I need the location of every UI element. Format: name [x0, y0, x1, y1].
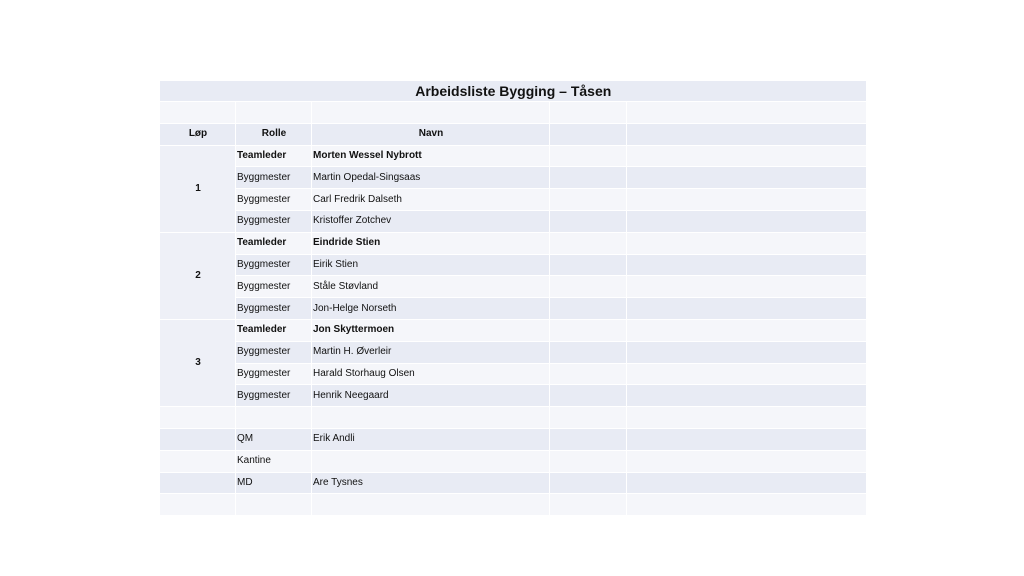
rolle-cell: Byggmester: [236, 276, 312, 298]
rolle-cell: Byggmester: [236, 210, 312, 232]
table-row: [160, 189, 866, 211]
table-row: [160, 363, 866, 385]
navn-cell: Martin Opedal-Singsaas: [312, 167, 550, 189]
navn-cell: Eindride Stien: [312, 232, 550, 254]
header-lop: Løp: [160, 123, 236, 145]
rolle-cell: QM: [236, 428, 312, 450]
rolle-cell: Byggmester: [236, 167, 312, 189]
blank-row: [160, 494, 866, 515]
rolle-cell: Byggmester: [236, 298, 312, 320]
lop-number: 3: [160, 319, 236, 406]
header-row: [160, 123, 866, 145]
table-row: [160, 232, 866, 254]
rolle-cell: Teamleder: [236, 145, 312, 167]
table-row: [160, 167, 866, 189]
navn-cell: Harald Storhaug Olsen: [312, 363, 550, 385]
rolle-cell: MD: [236, 472, 312, 494]
table-row: [160, 276, 866, 298]
table-row: [160, 385, 866, 407]
table-row: [160, 319, 866, 341]
navn-cell: Eirik Stien: [312, 254, 550, 276]
navn-cell: Kristoffer Zotchev: [312, 210, 550, 232]
lop-number: 2: [160, 232, 236, 319]
navn-cell: Erik Andli: [312, 428, 550, 450]
navn-cell: Carl Fredrik Dalseth: [312, 189, 550, 211]
navn-cell: Martin H. Øverleir: [312, 341, 550, 363]
table-row: [160, 341, 866, 363]
table-row: [160, 298, 866, 320]
rolle-cell: Teamleder: [236, 232, 312, 254]
rolle-cell: Byggmester: [236, 363, 312, 385]
blank-row: [160, 102, 866, 124]
title-row: [160, 81, 866, 102]
worksheet: [159, 80, 865, 515]
header-navn: Navn: [312, 123, 550, 145]
table-row: [160, 145, 866, 167]
table-row: [160, 450, 866, 472]
rolle-cell: Byggmester: [236, 254, 312, 276]
table-row: [160, 428, 866, 450]
navn-cell: Jon Skyttermoen: [312, 319, 550, 341]
navn-cell: Are Tysnes: [312, 472, 550, 494]
navn-cell: Morten Wessel Nybrott: [312, 145, 550, 167]
table-row: [160, 254, 866, 276]
lop-number: 1: [160, 145, 236, 232]
blank-row: [160, 407, 866, 429]
header-rolle: Rolle: [236, 123, 312, 145]
rolle-cell: Byggmester: [236, 189, 312, 211]
rolle-cell: Byggmester: [236, 341, 312, 363]
navn-cell: Jon-Helge Norseth: [312, 298, 550, 320]
table-row: [160, 210, 866, 232]
rolle-cell: Kantine: [236, 450, 312, 472]
rolle-cell: Teamleder: [236, 319, 312, 341]
navn-cell: [312, 450, 550, 472]
navn-cell: Ståle Støvland: [312, 276, 550, 298]
navn-cell: Henrik Neegaard: [312, 385, 550, 407]
rolle-cell: Byggmester: [236, 385, 312, 407]
sheet-title: Arbeidsliste Bygging – Tåsen: [160, 81, 866, 102]
table-row: [160, 472, 866, 494]
work-list-table: [159, 80, 866, 515]
